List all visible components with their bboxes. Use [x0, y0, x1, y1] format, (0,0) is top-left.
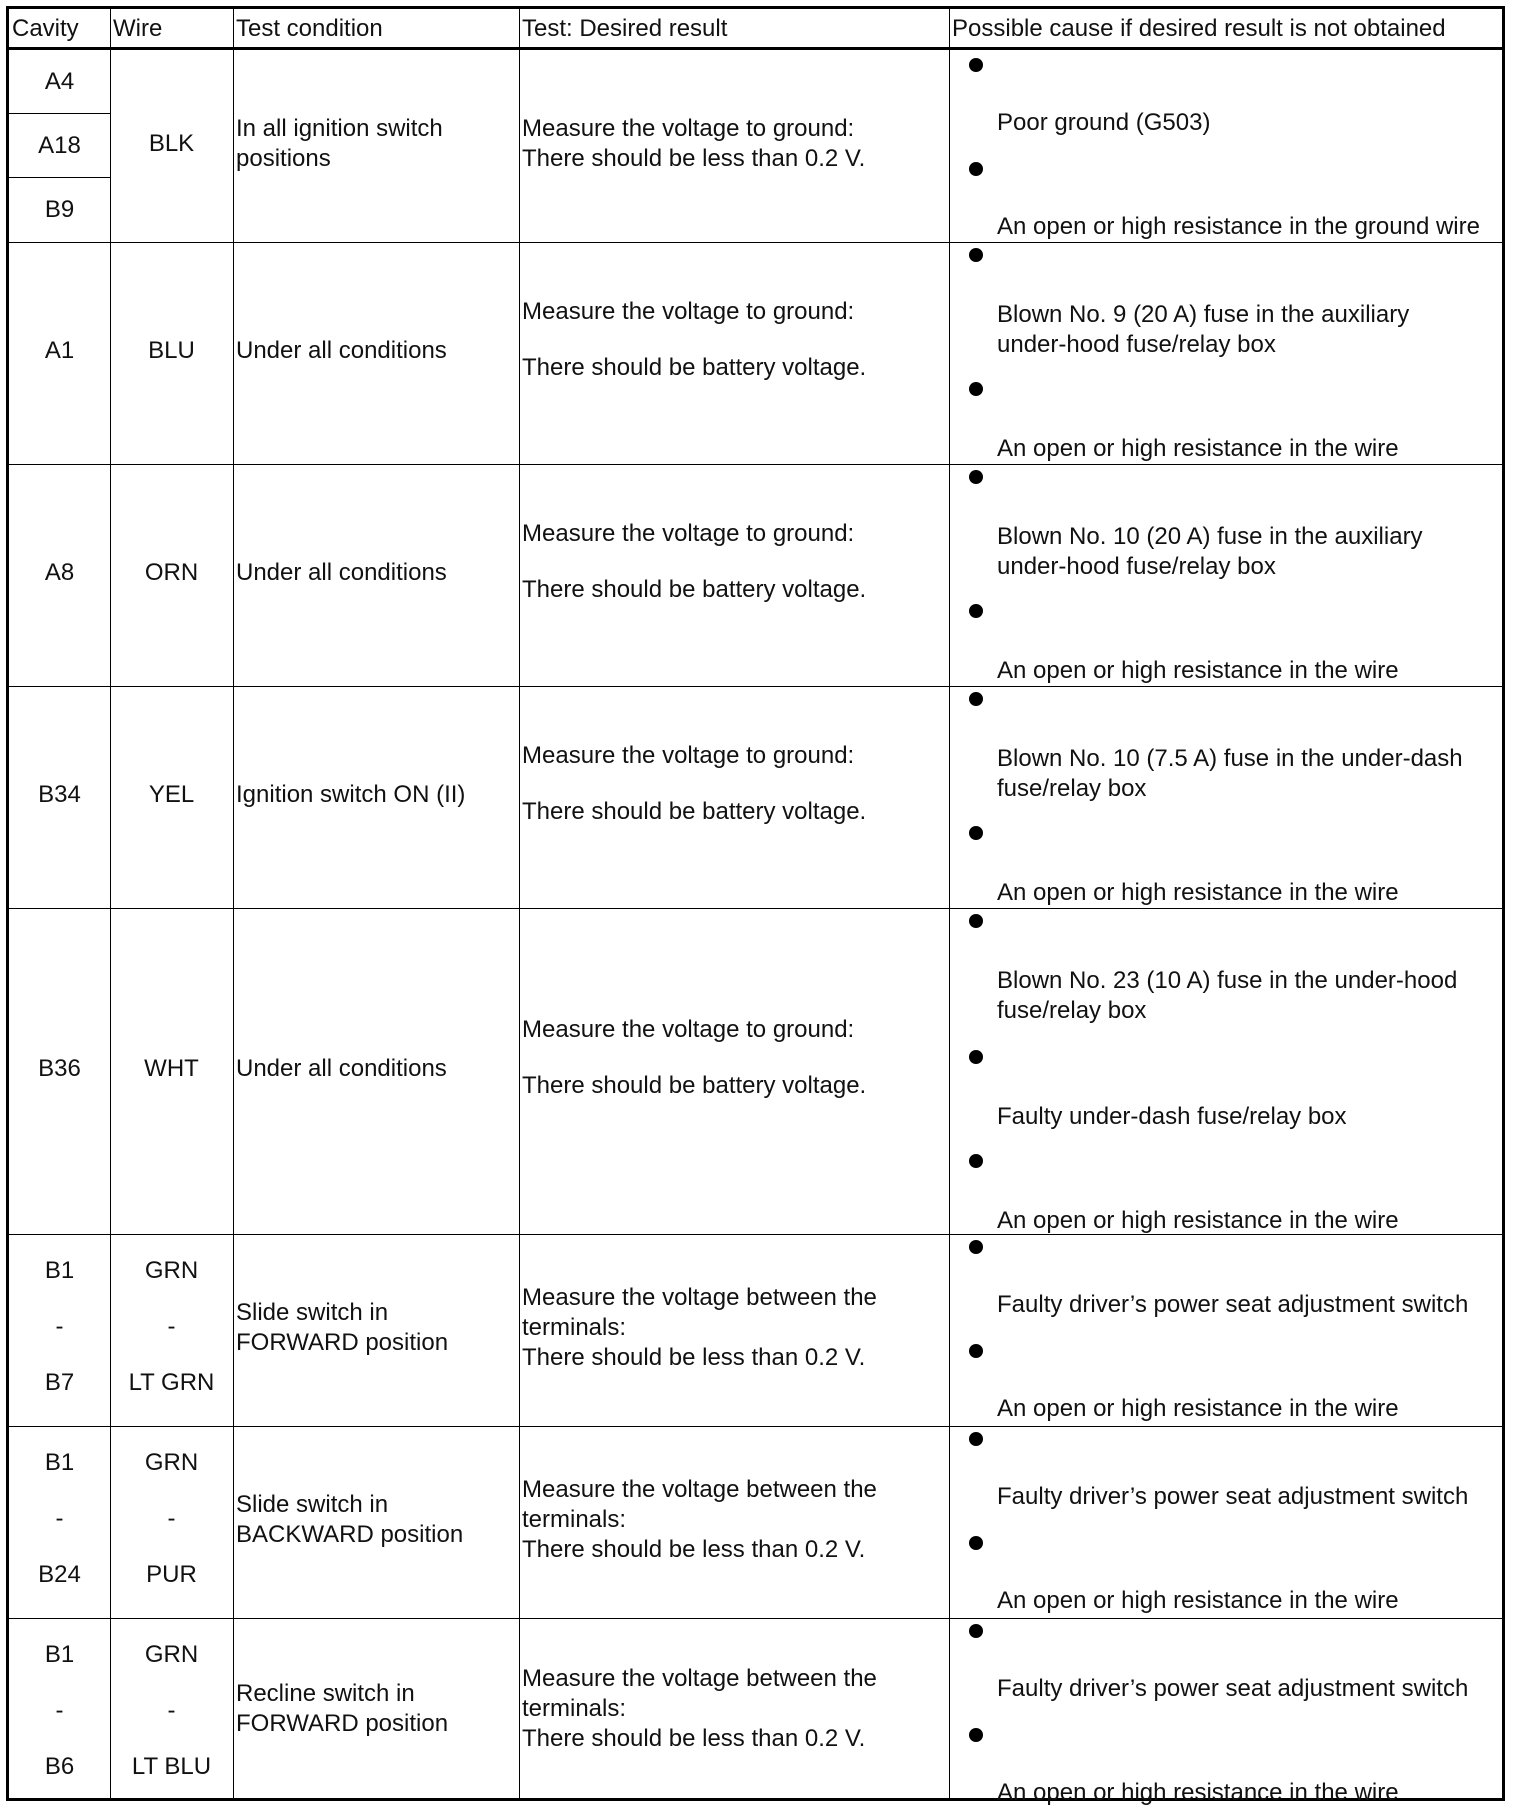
possible-cause-text: An open or high resistance in the wire: [997, 1779, 1399, 1806]
diagnostic-table: [6, 6, 1505, 1806]
possible-cause-text: An open or high resistance in the wire: [997, 435, 1399, 462]
possible-cause-text: Blown No. 9 (20 A) fuse in the auxiliary: [997, 301, 1410, 328]
row-divider: [9, 113, 110, 114]
row-divider: [9, 1618, 1502, 1619]
desired-result-text: Measure the voltage between the: [522, 1284, 877, 1311]
bullet-icon: [969, 470, 983, 484]
header-possible-cause: Possible cause if desired result is not obtained: [952, 15, 1446, 42]
test-condition-text: Under all conditions: [236, 337, 447, 364]
desired-result-text: There should be battery voltage.: [522, 1072, 867, 1099]
wire-color-cell: GRN: [144, 1257, 199, 1284]
cavity-cell: B24: [38, 1561, 81, 1588]
test-condition-text: Recline switch in: [236, 1680, 415, 1707]
test-condition-text: Under all conditions: [236, 1055, 447, 1082]
test-condition-text: Slide switch in: [236, 1491, 389, 1518]
possible-cause-text: Poor ground (G503): [997, 109, 1211, 136]
cavity-cell: B1: [44, 1257, 75, 1284]
desired-result-text: Measure the voltage to ground:: [522, 520, 855, 547]
cavity-cell: -: [55, 1697, 64, 1724]
wire-color-cell: -: [167, 1505, 176, 1532]
column-divider: [233, 9, 234, 1798]
bullet-icon: [969, 914, 983, 928]
cavity-cell: B1: [44, 1641, 75, 1668]
header-test-condition: Test condition: [236, 15, 383, 42]
header-cavity: Cavity: [12, 15, 79, 42]
row-divider: [9, 464, 1502, 465]
desired-result-text: There should be less than 0.2 V.: [522, 1344, 866, 1371]
possible-cause-text: An open or high resistance in the wire: [997, 879, 1399, 906]
bullet-icon: [969, 1624, 983, 1638]
wire-color-cell: -: [167, 1697, 176, 1724]
wire-color-cell: GRN: [144, 1449, 199, 1476]
cavity-cell: A1: [44, 337, 75, 364]
column-divider: [519, 9, 520, 1798]
desired-result-text: terminals:: [522, 1506, 627, 1533]
test-condition-text: In all ignition switch: [236, 114, 443, 142]
row-divider: [9, 47, 1502, 50]
cavity-cell: B34: [38, 781, 81, 808]
possible-cause-text: Faulty driver’s power seat adjustment switch: [997, 1291, 1469, 1318]
row-divider: [9, 1426, 1502, 1427]
desired-result-text: There should be less than 0.2 V.: [522, 144, 866, 172]
possible-cause-text: Blown No. 10 (20 A) fuse in the auxiliary: [997, 523, 1423, 550]
desired-result-text: Measure the voltage between the: [522, 1476, 877, 1503]
desired-result-text: Measure the voltage between the: [522, 1665, 877, 1692]
test-condition-text: Slide switch in: [236, 1299, 389, 1326]
test-condition-text: Ignition switch ON (II): [236, 781, 466, 808]
bullet-icon: [969, 692, 983, 706]
row-divider: [9, 686, 1502, 687]
cavity-cell: B9: [44, 196, 75, 223]
possible-cause-text: Faulty under-dash fuse/relay box: [997, 1103, 1347, 1130]
desired-result-text: terminals:: [522, 1695, 627, 1722]
cavity-cell: -: [55, 1505, 64, 1532]
cavity-cell: B1: [44, 1449, 75, 1476]
test-condition-text: positions: [236, 144, 331, 172]
bullet-icon: [969, 1154, 983, 1168]
wire-color-cell: BLU: [148, 337, 195, 364]
bullet-icon: [969, 162, 983, 176]
test-condition-text: FORWARD position: [236, 1329, 449, 1356]
possible-cause-text: An open or high resistance in the wire: [997, 657, 1399, 684]
column-divider: [949, 9, 950, 1798]
possible-cause-text: under-hood fuse/relay box: [997, 553, 1276, 580]
possible-cause-text: An open or high resistance in the ground wire: [997, 213, 1480, 240]
header-wire: Wire: [113, 15, 163, 42]
possible-cause-text: fuse/relay box: [997, 997, 1147, 1024]
possible-cause-text: Blown No. 10 (7.5 A) fuse in the under-dash: [997, 745, 1463, 772]
desired-result-text: There should be battery voltage.: [522, 354, 867, 381]
bullet-icon: [969, 1344, 983, 1358]
bullet-icon: [969, 1728, 983, 1742]
row-divider: [9, 242, 1502, 243]
wire-color-cell: YEL: [148, 781, 195, 808]
bullet-icon: [969, 1240, 983, 1254]
bullet-icon: [969, 58, 983, 72]
desired-result-text: Measure the voltage to ground:: [522, 1016, 855, 1043]
possible-cause-text: Blown No. 23 (10 A) fuse in the under-hood: [997, 967, 1458, 994]
wire-color-cell: LT GRN: [128, 1369, 215, 1396]
bullet-icon: [969, 826, 983, 840]
possible-cause-text: An open or high resistance in the wire: [997, 1395, 1399, 1422]
bullet-icon: [969, 248, 983, 262]
wire-color-cell: ORN: [144, 559, 199, 586]
cavity-cell: B7: [44, 1369, 75, 1396]
test-condition-text: Under all conditions: [236, 559, 447, 586]
wire-color-cell: LT BLU: [131, 1753, 212, 1780]
test-condition-text: BACKWARD position: [236, 1521, 464, 1548]
cavity-cell: B36: [38, 1055, 81, 1082]
bullet-icon: [969, 1432, 983, 1446]
bullet-icon: [969, 1536, 983, 1550]
wire-color-cell: GRN: [144, 1641, 199, 1668]
bullet-icon: [969, 382, 983, 396]
bullet-icon: [969, 604, 983, 618]
wire-color-cell: WHT: [144, 1055, 199, 1082]
desired-result-text: Measure the voltage to ground:: [522, 114, 855, 142]
desired-result-text: There should be less than 0.2 V.: [522, 1725, 866, 1752]
row-divider: [9, 177, 110, 178]
header-desired-result: Test: Desired result: [522, 15, 728, 42]
possible-cause-text: An open or high resistance in the wire: [997, 1207, 1399, 1234]
cavity-cell: A18: [38, 132, 81, 159]
bullet-icon: [969, 1050, 983, 1064]
possible-cause-text: Faulty driver’s power seat adjustment switch: [997, 1483, 1469, 1510]
cavity-cell: A8: [44, 559, 75, 586]
possible-cause-text: An open or high resistance in the wire: [997, 1587, 1399, 1614]
cavity-cell: -: [55, 1313, 64, 1340]
desired-result-text: Measure the voltage to ground:: [522, 742, 855, 769]
desired-result-text: There should be battery voltage.: [522, 576, 867, 603]
row-divider: [9, 908, 1502, 909]
desired-result-text: terminals:: [522, 1314, 627, 1341]
cavity-cell: B6: [44, 1753, 75, 1780]
possible-cause-text: under-hood fuse/relay box: [997, 331, 1276, 358]
desired-result-text: There should be less than 0.2 V.: [522, 1536, 866, 1563]
cavity-cell: A4: [44, 68, 75, 95]
possible-cause-text: fuse/relay box: [997, 775, 1147, 802]
possible-cause-text: Faulty driver’s power seat adjustment switch: [997, 1675, 1469, 1702]
desired-result-text: Measure the voltage to ground:: [522, 298, 855, 325]
wire-color-cell: PUR: [146, 1561, 197, 1588]
wire-color-cell: BLK: [148, 129, 195, 157]
desired-result-text: There should be battery voltage.: [522, 798, 867, 825]
wire-color-cell: -: [167, 1313, 176, 1340]
test-condition-text: FORWARD position: [236, 1710, 449, 1737]
